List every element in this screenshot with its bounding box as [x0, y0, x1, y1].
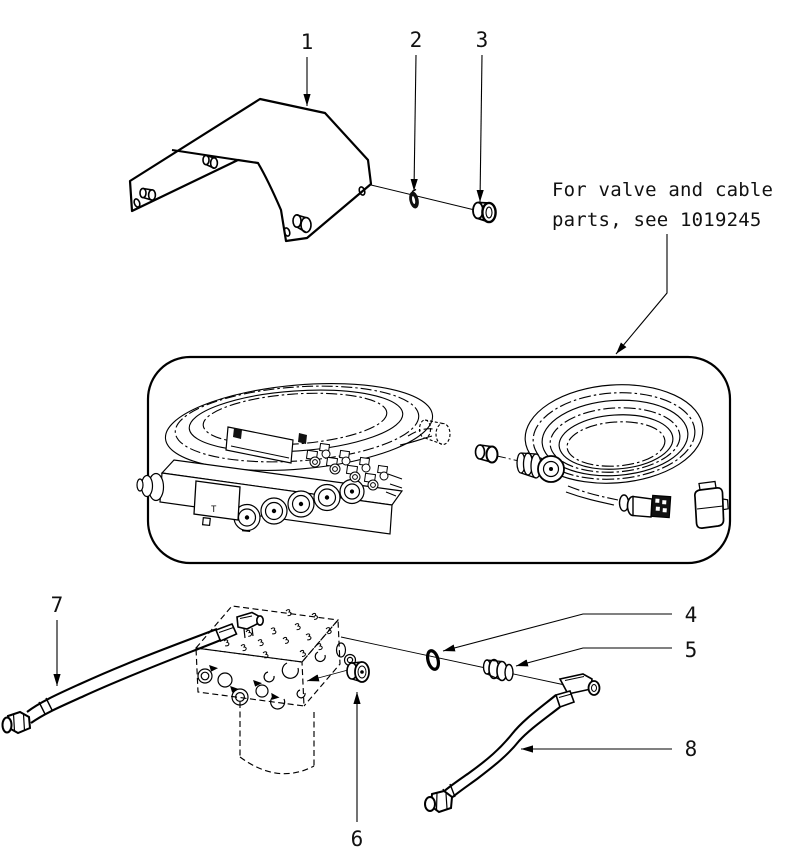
small-parts-leader-line	[371, 185, 483, 212]
valve-assembly	[137, 373, 450, 534]
valve-top-cover	[226, 427, 307, 463]
callout-7-label: 7	[50, 593, 64, 617]
t-port-label: T	[211, 505, 217, 515]
callout-5	[516, 638, 697, 666]
callout-8	[521, 737, 697, 761]
hose-7-top-edge	[27, 629, 217, 712]
callout-2	[410, 28, 423, 191]
coil-exit-cable	[566, 486, 618, 505]
note-line-1: For valve and cable	[552, 179, 774, 201]
note-line-2: parts, see 1019245	[552, 209, 762, 231]
hose-7-bottom-edge	[31, 640, 221, 723]
callout-6	[351, 692, 364, 851]
coil-plug-small	[476, 445, 520, 463]
valve-label-plate	[194, 481, 240, 520]
clip-part-2	[408, 189, 421, 209]
hose-part-8	[425, 674, 600, 812]
guard-plate-outline	[130, 99, 371, 241]
hose-7-end-fitting	[3, 712, 31, 733]
guard-plate	[130, 99, 371, 241]
callout-2-label: 2	[409, 28, 423, 52]
callout-3	[476, 28, 489, 202]
hose-8-top-edge	[442, 695, 556, 793]
plug-part-3	[473, 203, 496, 223]
callout-7	[51, 593, 64, 686]
hose-8-elbow	[556, 674, 600, 707]
manifold-ports	[198, 643, 356, 709]
callout-4	[443, 603, 697, 651]
fitting-centerline	[341, 637, 565, 685]
hose-8-bottom-edge	[449, 707, 560, 800]
callout-3-label: 3	[475, 28, 489, 52]
note-leader	[616, 234, 667, 354]
callout-2-leader	[414, 55, 416, 191]
callout-1-label: 1	[300, 30, 314, 54]
callout-6-label: 6	[350, 827, 364, 851]
callout-1	[301, 30, 314, 106]
callout-4-label: 4	[684, 603, 698, 627]
callout-8-label: 8	[684, 737, 698, 761]
callout-3-leader	[480, 55, 482, 202]
callout-5-leader	[516, 648, 672, 666]
cable-coil	[476, 379, 729, 528]
fitting-part-5	[484, 660, 514, 681]
grommet-part-6	[347, 662, 369, 682]
detached-connector	[695, 482, 728, 529]
guard-plate-holes	[133, 155, 366, 236]
solenoid-top	[298, 433, 307, 444]
callout-5-label: 5	[684, 638, 698, 662]
coil-end-connectors	[620, 495, 671, 518]
note	[552, 179, 773, 354]
callout-4-leader	[443, 614, 672, 651]
oring-part-4	[426, 650, 441, 671]
hose-8-end-fitting	[425, 791, 452, 812]
